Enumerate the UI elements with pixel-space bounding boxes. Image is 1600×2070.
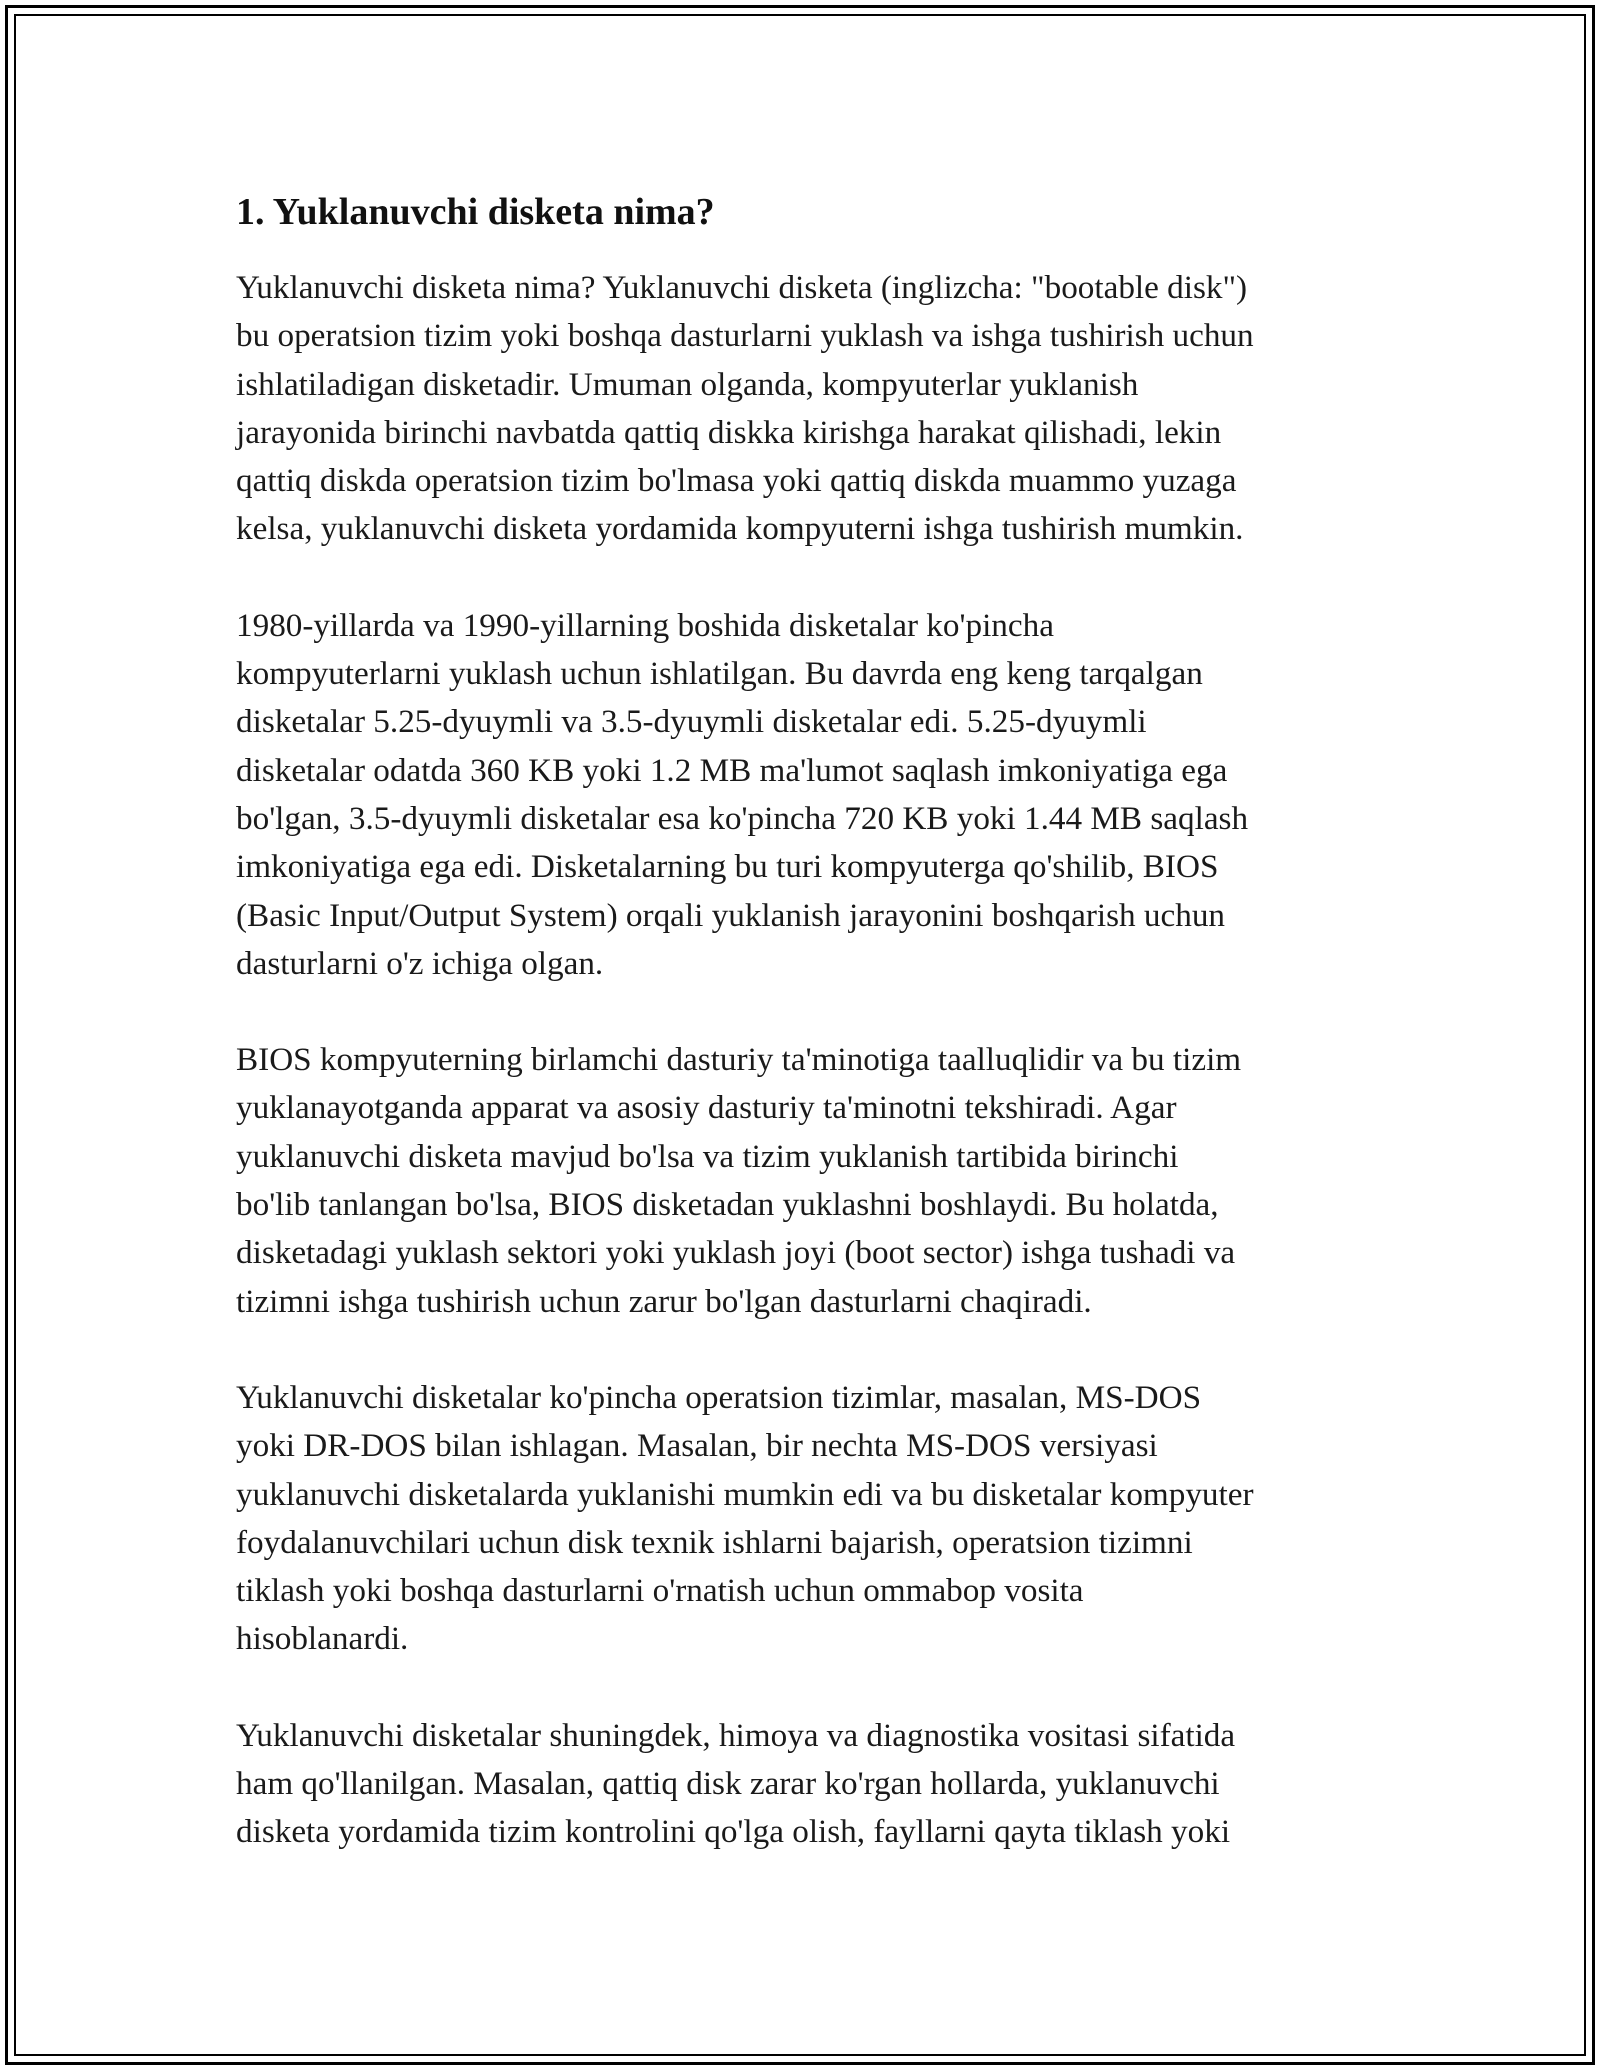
paragraph-5: Yuklanuvchi disketalar shuningdek, himoya va diagnostika vositasi sifatida ham qo'llanilgan. Masalan, qattiq disk zarar ko'rgan hollarda, yuklanuvchi disketa yordamida tizim kontrolini qo'lga olish, fayllarni qayta tiklash yoki [236,1716,1236,1851]
paragraph-2: 1980-yillarda va 1990-yillarning boshida disketalar ko'pincha kompyuterlarni yuklash uchun ishlatilgan. Bu davrda eng keng tarqalgan disketalar 5.25-dyuymli va 3.5-dyuymli disketalar edi. 5.25-dyuymli disketalar odatda 360 KB yoki 1.2 MB ma'lumot saqlash imkoniyatiga ega bo'lgan, 3.5-dyuymli disketalar esa ko'pincha 720 KB yoki 1.44 MB saqlash imkoniyatiga ega edi. Disketalarning bu turi kompyuterga qo'shilib, BIOS (Basic Input/Output System) orqali yuklanish jarayonini boshqarish uchun dasturlarni o'z ichiga olgan. [236,606,1249,982]
section-heading: 1. Yuklanuvchi disketa nima? [236,191,715,233]
paragraph-4: Yuklanuvchi disketalar ko'pincha operatsion tizimlar, masalan, MS-DOS yoki DR-DOS bilan ishlagan. Masalan, bir nechta MS-DOS versiyasi yuklanuvchi disketalarda yuklanishi mumkin edi va bu disketalar kompyuter foydalanuvchilari uchun disk texnik ishlarni bajarish, operatsion tizimni tiklash yoki boshqa dasturlarni o'rnatish uchun ommabop vosita hisoblanardi. [236,1378,1254,1658]
paragraph-1: Yuklanuvchi disketa nima? Yuklanuvchi disketa (inglizcha: "bootable disk") bu operatsion tizim yoki boshqa dasturlarni yuklash va ishga tushirish uchun ishlatiladigan disketadir. Umuman olganda, kompyuterlar yuklanish jarayonida birinchi navbatda qattiq diskka kirishga harakat qilishadi, lekin qattiq diskda operatsion tizim bo'lmasa yoki qattiq diskda muammo yuzaga kelsa, yuklanuvchi disketa yordamida kompyuterni ishga tushirish mumkin. [236,269,1254,548]
document-page [236,186,1366,1905]
paragraph-3: BIOS kompyuterning birlamchi dasturiy ta'minotiga taalluqlidir va bu tizim yuklanayotganda apparat va asosiy dasturiy ta'minotni tekshiradi. Agar yuklanuvchi disketa mavjud bo'lsa va tizim yuklanish tartibida birinchi bo'lib tanlangan bo'lsa, BIOS disketadan yuklashni boshlaydi. Bu holatda, disketadagi yuklash sektori yoki yuklash joyi (boot sector) ishga tushadi va tizimni ishga tushirish uchun zarur bo'lgan dasturlarni chaqiradi. [236,1041,1242,1320]
